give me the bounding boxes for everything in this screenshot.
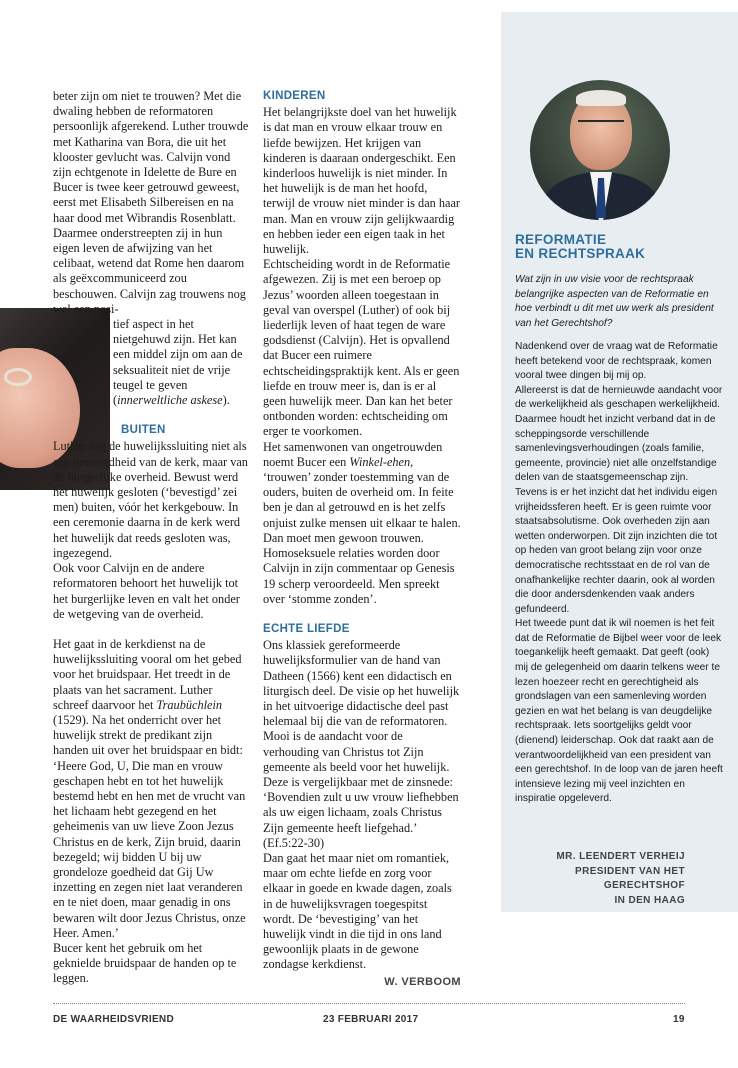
footer-divider <box>53 1003 685 1004</box>
hair <box>576 90 626 106</box>
paragraph: Ons klassiek gereformeerde huwelijksformulier van de hand van Datheen (1566) kent een didactisch en liturgisch deel. De visie op het huwelijk in het uitvoerige didactische deel past helemaal bij die van de reformatoren. Mooi is de aandacht voor de verhouding van Christus tot Zijn gemeente als beeld voor het huwelijk. Deze is vergelijkbaar met de zinsnede: ‘Bovendien zult u uw vrouw liefhebben als uw eigen lichaam, zoals Christus Zijn gemeente heeft liefgehad.’ (Ef.5:22-30) <box>263 638 460 850</box>
paragraph: beter zijn om niet te trouwen? Met die dwaling hebben de reformatoren persoonlijk afgerekend. Luther trouwde met Katharina van Bora, die uit het klooster gevlucht was. Calvijn vond zijn echtgenote in Idelette de Bure en Bucer is twee keer getrouwd geweest, eerst met Elisabeth Silbereisen en na haar dood met Wibrandis Rosenblatt. Daarmee onderstreepten zij in hun eigen leven de afwijzing van het celibaat, wetend dat Rome hen daarom als geëxcommuniceerd zou beschouwen. Calvijn zag trouwens nog wel een posi- <box>53 89 249 316</box>
interview-answer <box>515 340 723 807</box>
section-heading: BUITEN <box>121 424 166 437</box>
paragraph: Luther zag de huwelijkssluiting niet als een bevoegdheid van de kerk, maar van de burgerlijke overheid. Bewust werd het huwelijk gesloten (‘bevestigd’ zei men) buiten, vóór het kerkgebouw. In een ceremonie daarna ín de kerk werd het huwelijk dat reeds gesloten was, ingezegend. <box>53 439 248 560</box>
article-column-1 <box>53 89 249 987</box>
paragraph: Dan gaat het maar niet om romantiek, maar om echte liefde en zorg voor elkaar in goede en kwade dagen, zoals in de huwelijksvragen toegespitst wordt. De ‘bevestiging’ van het huwelijk vindt in die tijd in ons land gewoonlijk plaats in de gewone zondagse kerkdienst. <box>263 850 452 972</box>
paragraph: Het belangrijkste doel van het huwelijk is dat man en vrouw elkaar trouw en liefde bewijzen. Het krijgen van kinderen is daaraan ondergeschikt. Een kinderloos huwelijk is niet minder. In het huwelijk is de man het hoofd, terwijl de vrouw niet minder is dan haar man. Man en vrouw zijn gelijkwaardig en hebben ieder een eigen taak in het huwelijk. <box>263 105 461 257</box>
interviewee-signature: MR. LEENDERT VERHEIJ PRESIDENT VAN HET GERECHTSHOF IN DEN HAAG <box>556 851 685 906</box>
issue-date: 23 FEBRUARI 2017 <box>323 1014 419 1025</box>
paragraph: Bucer kent het gebruik om het geknielde bruidspaar de handen op te leggen. <box>53 940 237 986</box>
paragraph: Allereerst is dat de hernieuwde aandacht voor de werkelijkheid als geschapen werkelijkheid. Daarmee houdt het inzicht verband dat in de scheppingsorde verschillende samenlevingsverhoudingen (zoals familie, gemeente, provincie) niet alle onzelfstandige delen van de staatsgemeenschap zijn. Tevens is er het inzicht dat het individu eigen vrijheidssferen heeft. Er is geen ruimte voor staatsabsolutisme. Ook overheden zijn aan wetten onderworpen. Dit zijn inzichten die tot op heden van groot belang zijn voor onze democratische rechtsstaat en de rol van de onafhankelijke rechter daarin, ook al worden die door andersdenkenden vaak anders gefundeerd. <box>515 384 723 615</box>
sidebar-title: REFORMATIE EN RECHTSPRAAK <box>515 232 646 261</box>
interview-question: Wat zijn in uw visie voor de rechtspraak belangrijke aspecten van de Reformatie en hoe verbindt u dit met uw werk als president van het Gerechtshof? <box>515 274 714 329</box>
glasses <box>578 120 624 132</box>
paragraph: Echtscheiding wordt in de Reformatie afgewezen. Zij is met een beroep op Jezus’ woorden alleen toegestaan in geval van overspel (Luther) of ook bij liederlijk leven of haat tegen de ware godsdienst (Calvijn). Het is opvallend dat Bucer een ruimere echtscheidingspraktijk kent. Als er geen liefde en trouw meer is, dan is er al geen huwelijk meer. Dan kan het beter ontbonden worden: echtscheiding om erger te voorkomen. <box>263 257 460 439</box>
article-column-2 <box>263 89 461 990</box>
author-byline: W. VERBOOM <box>384 975 461 988</box>
wedding-ring <box>4 368 32 386</box>
paragraph: Ook voor Calvijn en de andere reformatoren behoort het huwelijk tot het burgerlijke leven en valt het onder de wetgeving van de overheid. <box>53 561 240 621</box>
paragraph: Homoseksuele relaties worden door Calvijn in zijn commentaar op Genesis 19 scherp veroordeeld. Men spreekt over ‘stomme zonden’. <box>263 546 455 606</box>
paragraph: Het tweede punt dat ik wil noemen is het feit dat de Reformatie de Bijbel weer voor de leek toegankelijk heeft gemaakt. Dat geeft (ook) mij de gelegenheid om daarin telkens weer te lezen hoezeer recht en gerechtigheid als grondslagen van een samenleving worden gezien en wat het belang is van deugdelijke rechtspraak. Iets soortgelijks geldt voor (dienend) leiderschap. Ook dat raakt aan de verantwoordelijkheid van een president van een gerechtshof. In de loop van de jaren heeft intensieve lezing mij veel inzichten en inspiratie opgeleverd. <box>515 618 723 805</box>
section-heading: KINDEREN <box>263 90 326 102</box>
section-heading: ECHTE LIEFDE <box>263 622 350 635</box>
paragraph: Het samenwonen van ongetrouwden noemt Bucer een Winkel-ehen, ‘trouwen’ zonder toestemming van de ouders, buiten de overheid om. In feite ben je dan al getrouwd en is het zelfs onjuist zulke mensen uit elkaar te halen. Dan moet men gewoon trouwen. <box>263 439 461 545</box>
portrait-photo <box>530 80 670 220</box>
publication-name: DE WAARHEIDSVRIEND <box>53 1014 174 1025</box>
paragraph: Nadenkend over de vraag wat de Reformatie heeft betekend voor de rechtspraak, komen vooral twee dingen bij mij op. <box>515 341 718 382</box>
paragraph: tief aspect in het nietgehuwd zijn. Het kan een middel zijn om aan de seksualiteit niet de vrije teugel te geven (innerweltliche askese). <box>113 317 243 408</box>
page-number: 19 <box>673 1014 685 1025</box>
paragraph: Het gaat in de kerkdienst na de huwelijkssluiting vooral om het gebed voor het bruidspaar. Het treedt in de plaats van het sacrament. Luther schreef daarvoor het Traubüchlein (1529). Na het onderricht over het huwelijk strekt de predikant zijn handen uit over het bruidspaar en bidt: ‘Heere God, U, Die man en vrouw geschapen hebt en tot het huwelijk bestemd hebt en hen met de vrucht van het lichaam hebt gezegend en het geheimenis van uw lieve Zoon Jezus Christus en de kerk, Zijn bruid, daarin bezegeld; wij bidden U bij uw grondeloze goedheid dat Gij Uw inzetting en zegen niet laat veranderen en te niet doen, maar genadig in ons bewaren wilt door Jezus Christus, onze Heer. Amen.’ <box>53 636 246 940</box>
